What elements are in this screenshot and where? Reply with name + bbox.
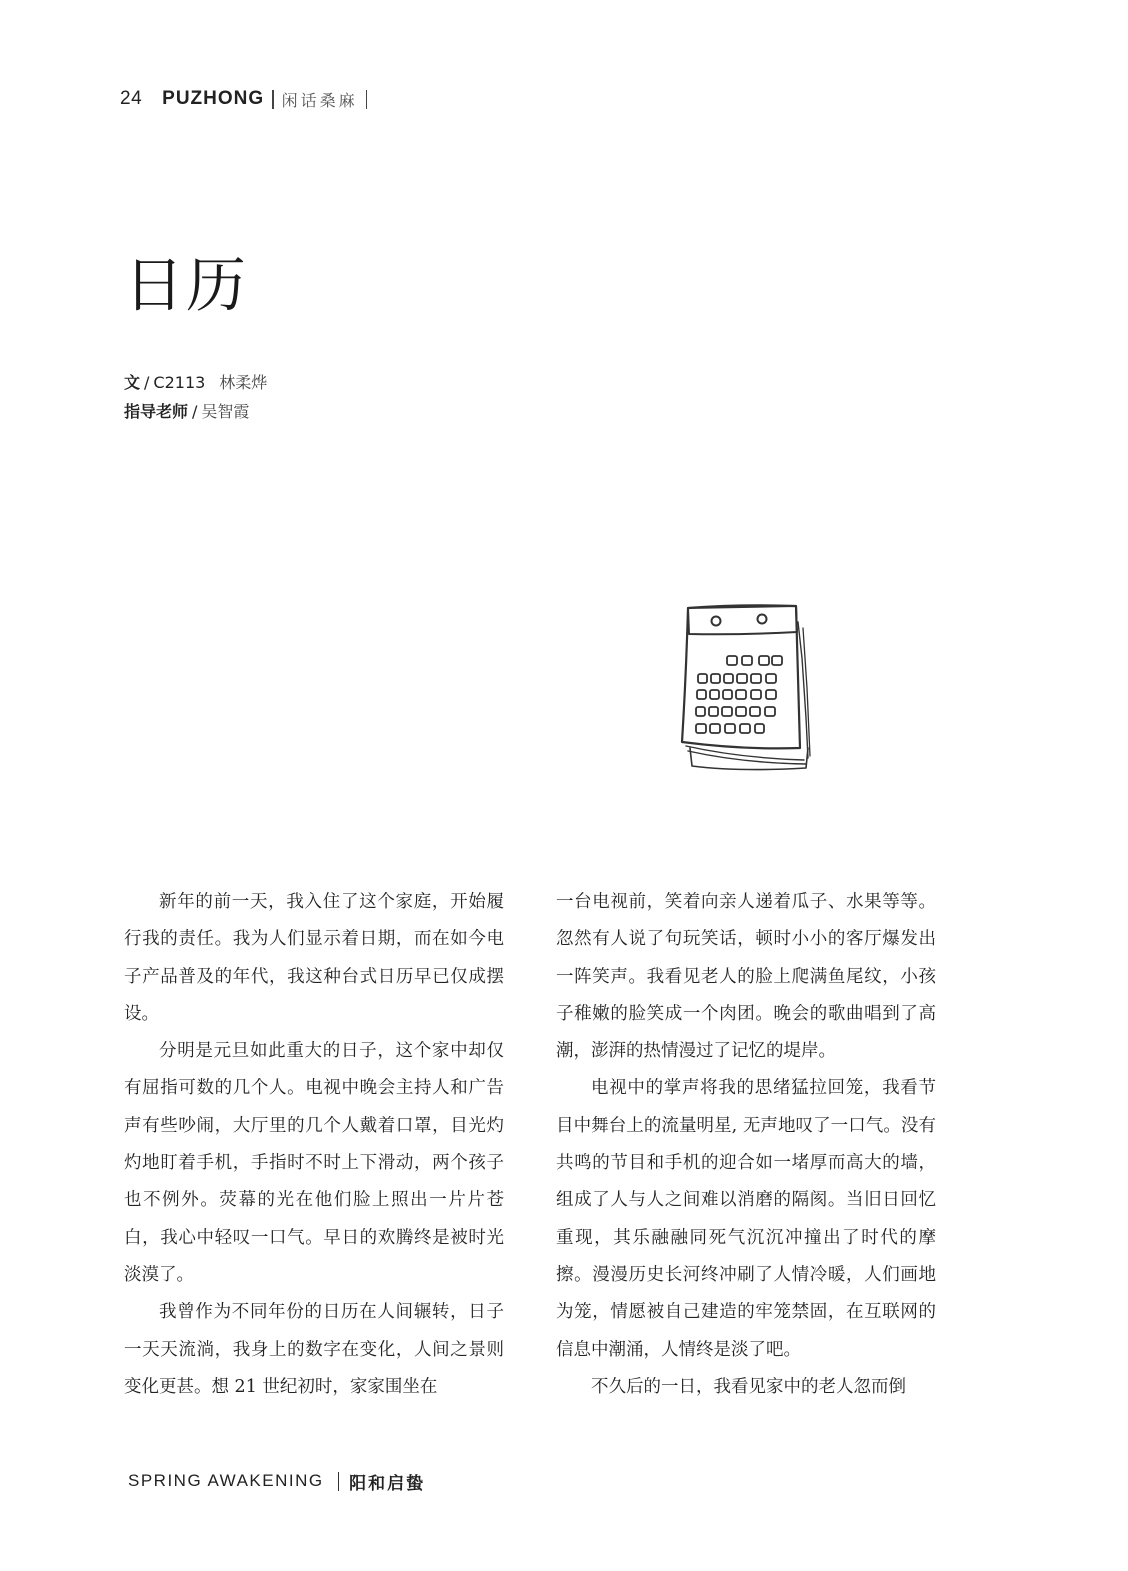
issue-title-en: SPRING AWAKENING bbox=[128, 1471, 324, 1490]
article-title: 日历 bbox=[124, 251, 248, 321]
teacher-line: 指导老师 / 吴智霞 bbox=[124, 402, 250, 421]
teacher-label: 指导老师 bbox=[124, 402, 189, 421]
paragraph: 分明是元旦如此重大的日子，这个家中却仅有屈指可数的几个人。电视中晚会主持人和广告声有些吵闹，大厅里的几个人戴着口罩，目光灼灼地盯着手机，手指时不时上下滑动，两个孩子也不例外。荧幕的光在他们脸上照出一片片苍白，我心中轻叹一口气。早日的欢腾终是被时光淡漠了。 bbox=[124, 1041, 504, 1285]
page-number: 24 bbox=[120, 88, 143, 109]
teacher-name: 吴智霞 bbox=[201, 402, 250, 421]
paragraph: 新年的前一天，我入住了这个家庭，开始履行我的责任。我为人们显示着日期，而在如今电子产品普及的年代，我这种台式日历早已仅成摆设。 bbox=[124, 892, 504, 1024]
magazine-brand: PUZHONG bbox=[162, 88, 265, 109]
paragraph-continued: 一台电视前，笑着向亲人递着瓜子、水果等等。忽然有人说了句玩笑话，顿时小小的客厅爆发出一阵笑声。我看见老人的脸上爬满鱼尾纹，小孩子稚嫩的脸笑成一个肉团。晚会的歌曲唱到了高潮，澎湃的热情漫过了记忆的堤岸。 bbox=[556, 892, 936, 1062]
section-name: 闲话桑麻 bbox=[281, 90, 358, 110]
author-line: 文 / C2113 林柔烨 bbox=[124, 373, 268, 392]
running-footer bbox=[128, 1468, 425, 1494]
issue-title-cn: 阳和启蛰 bbox=[349, 1473, 426, 1494]
calendar-icon bbox=[670, 598, 820, 778]
header-divider-end bbox=[366, 90, 368, 109]
author-label: 文 bbox=[124, 373, 141, 392]
header-divider bbox=[272, 90, 274, 109]
body-column-left bbox=[124, 884, 504, 1406]
author-name: 林柔烨 bbox=[219, 373, 268, 392]
footer-divider bbox=[338, 1472, 340, 1491]
paragraph: 不久后的一日，我看见家中的老人忽而倒 bbox=[591, 1376, 906, 1397]
running-header bbox=[120, 86, 375, 112]
author-class: C2113 bbox=[153, 373, 206, 392]
paragraph: 我曾作为不同年份的日历在人间辗转，日子一天天流淌，我身上的数字在变化，人间之景则变化更甚。想 21 世纪初时，家家围坐在 bbox=[124, 1302, 504, 1397]
byline bbox=[124, 368, 267, 426]
paragraph: 电视中的掌声将我的思绪猛拉回笼，我看节目中舞台上的流量明星, 无声地叹了一口气。没有共鸣的节目和手机的迎合如一堵厚而高大的墙，组成了人与人之间难以消磨的隔阂。当旧日回忆重现，其乐融融同死气沉沉冲撞出了时代的摩擦。漫漫历史长河终冲刷了人情冷暖，人们画地为笼，情愿被自己建造的牢笼禁固，在互联网的信息中潮涌，人情终是淡了吧。 bbox=[556, 1078, 936, 1360]
body-column-right bbox=[556, 884, 936, 1406]
